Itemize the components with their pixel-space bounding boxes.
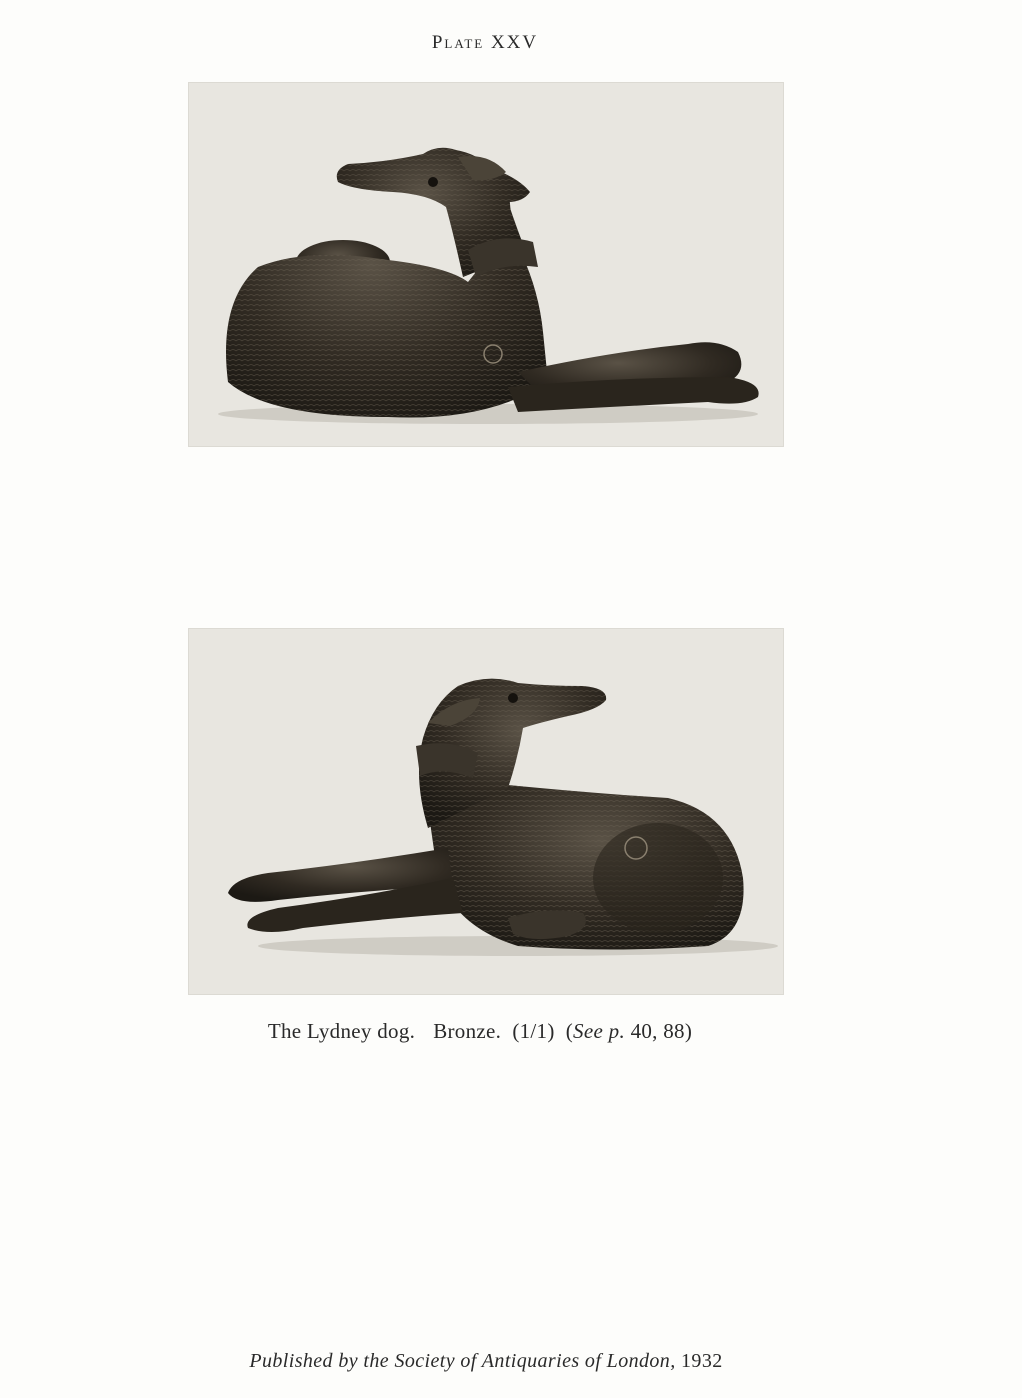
caption-material: Bronze. [433,1019,502,1043]
caption-see-prefix: See p. [573,1019,625,1043]
publisher-line [0,1350,972,1373]
figure-caption: The Lydney dog. Bronze. (1/1) (See p. 40, 88) [267,1019,693,1043]
caption-subject: The Lydney dog. [267,1019,416,1043]
photo-dog-right-view [188,628,784,995]
caption-scale: (1/1) [512,1019,555,1043]
bronze-dog-left-view-icon [188,82,784,447]
photo-dog-left-view [188,82,784,447]
publication-year: 1932 [681,1350,723,1372]
caption-see-pages: 40, 88 [630,1019,685,1043]
plate-title: Plate XXV [431,32,539,53]
publisher-name: Published by the Society of Antiquaries of London, [249,1350,676,1372]
bronze-dog-right-view-icon [188,628,784,995]
